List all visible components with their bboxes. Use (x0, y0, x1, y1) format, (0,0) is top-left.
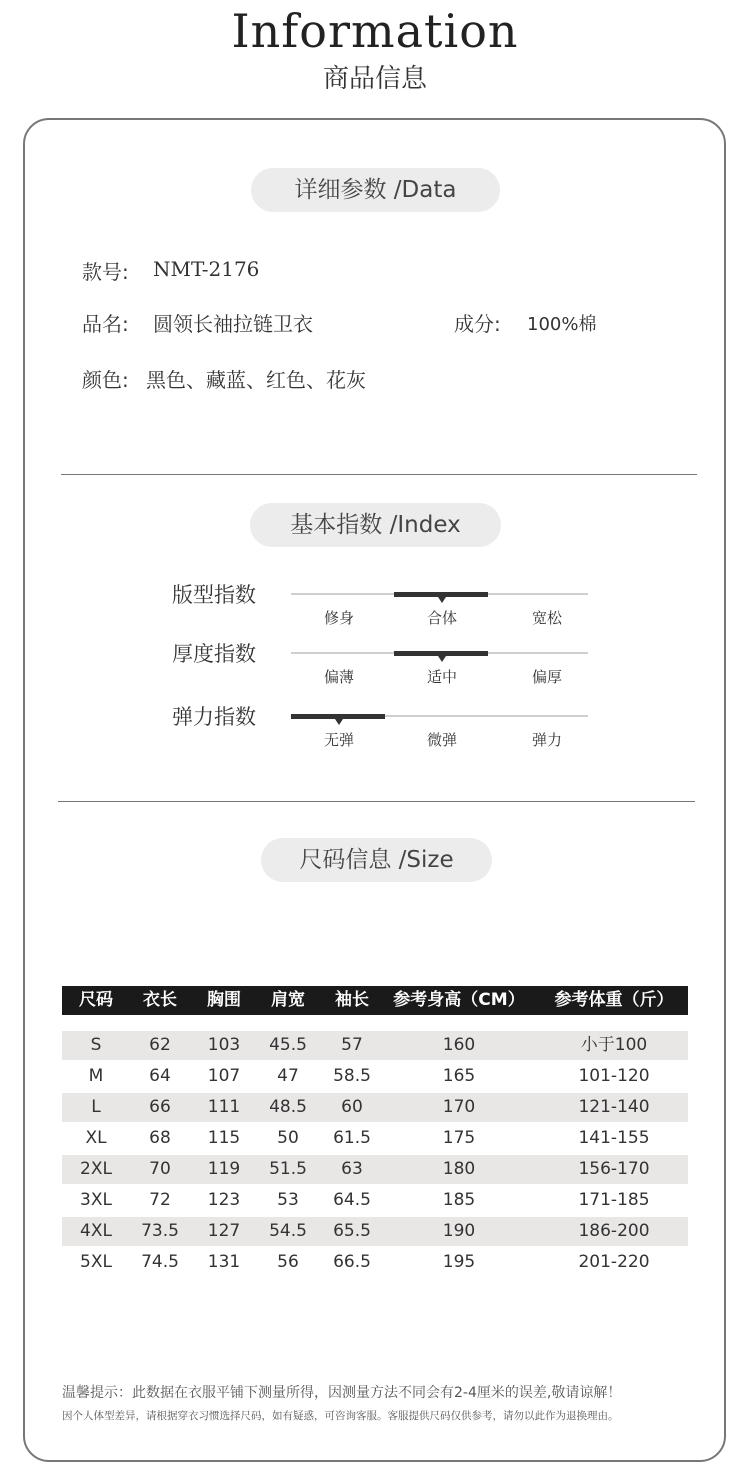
section-index-title-text: 基本指数 /Index (290, 512, 461, 538)
cell-sleeve: 60 (341, 1097, 363, 1117)
cell-weight: 121-140 (578, 1097, 650, 1117)
divider (58, 801, 695, 802)
cell-length: 62 (149, 1035, 171, 1055)
cell-chest: 127 (207, 1221, 241, 1241)
cell-shoulder: 56 (277, 1252, 299, 1272)
index-label: 厚度指数 (172, 642, 256, 666)
cell-height: 195 (442, 1252, 476, 1272)
material-label: 成分: (454, 312, 501, 336)
color-label: 颜色: (82, 368, 129, 392)
table-row (62, 1186, 688, 1215)
cell-length: 68 (149, 1128, 171, 1148)
cell-length: 73.5 (141, 1221, 179, 1241)
cell-size: 4XL (80, 1221, 112, 1241)
cell-sleeve: 66.5 (333, 1252, 371, 1272)
cell-chest: 119 (207, 1159, 241, 1179)
index-tick-label: 合体 (426, 609, 457, 627)
cell-height: 180 (442, 1159, 476, 1179)
cell-length: 70 (149, 1159, 171, 1179)
cell-height: 185 (442, 1190, 476, 1210)
cell-weight: 小于100 (580, 1035, 648, 1055)
index-tick-label: 弹力 (531, 731, 562, 749)
section-data-title-text: 详细参数 /Data (294, 177, 457, 203)
size-disclaimer: 因个人体型差异，请根据穿衣习惯选择尺码，如有疑惑，可咨询客服。客服提供尺码仅供参考，请勿以此作为退换理由。 (62, 1410, 619, 1422)
cell-chest: 123 (207, 1190, 241, 1210)
cell-height: 170 (442, 1097, 476, 1117)
column-header-sleeve: 袖长 (335, 990, 369, 1010)
cell-chest: 107 (207, 1066, 241, 1086)
cell-sleeve: 61.5 (333, 1128, 371, 1148)
cell-length: 64 (149, 1066, 171, 1086)
cell-weight: 171-185 (578, 1190, 650, 1210)
index-tick-label: 适中 (426, 668, 457, 686)
cell-size: L (91, 1097, 101, 1117)
cell-shoulder: 53 (277, 1190, 299, 1210)
size-table-header (62, 986, 688, 1015)
cell-size: 2XL (80, 1159, 112, 1179)
section-data-title (251, 168, 500, 212)
cell-height: 175 (442, 1128, 476, 1148)
cell-weight: 101-120 (578, 1066, 650, 1086)
cell-shoulder: 50 (277, 1128, 299, 1148)
color-value: 黑色、藏蓝、红色、花灰 (146, 368, 366, 392)
column-header-length: 衣长 (143, 990, 177, 1010)
cell-height: 165 (442, 1066, 476, 1086)
cell-weight: 186-200 (578, 1221, 650, 1241)
cell-shoulder: 48.5 (269, 1097, 307, 1117)
style-number-value: NMT-2176 (153, 257, 260, 281)
cell-sleeve: 63 (341, 1159, 363, 1179)
cell-length: 66 (149, 1097, 171, 1117)
page-title: Information (231, 4, 519, 58)
table-row (62, 1217, 688, 1246)
section-size-title (261, 838, 492, 882)
cell-sleeve: 65.5 (333, 1221, 371, 1241)
product-name-value: 圆领长袖拉链卫衣 (153, 312, 313, 336)
cell-chest: 115 (207, 1128, 241, 1148)
cell-size: 5XL (80, 1252, 112, 1272)
index-tick-label: 微弹 (426, 731, 457, 749)
index-pointer (438, 597, 446, 603)
cell-size: M (88, 1066, 104, 1086)
index-tick-label: 偏薄 (323, 668, 354, 686)
index-tick-label: 无弹 (323, 731, 354, 749)
cell-chest: 103 (207, 1035, 241, 1055)
cell-size: XL (85, 1128, 107, 1148)
style-number-label: 款号: (82, 260, 129, 284)
cell-length: 72 (149, 1190, 171, 1210)
cell-shoulder: 54.5 (269, 1221, 307, 1241)
table-row (62, 1062, 688, 1091)
index-tick-label: 偏厚 (531, 668, 562, 686)
column-header-size: 尺码 (79, 990, 113, 1010)
product-name-label: 品名: (82, 312, 129, 336)
page-subtitle: 商品信息 (322, 64, 427, 94)
cell-size: S (90, 1035, 102, 1055)
cell-sleeve: 64.5 (333, 1190, 371, 1210)
cell-chest: 131 (207, 1252, 241, 1272)
column-header-weight: 参考体重（斤） (554, 990, 674, 1010)
cell-chest: 111 (207, 1097, 241, 1117)
material-value: 100%棉 (527, 314, 597, 335)
index-tick-label: 宽松 (531, 609, 562, 627)
cell-weight: 156-170 (578, 1159, 650, 1179)
cell-sleeve: 58.5 (333, 1066, 371, 1086)
table-row (62, 1248, 688, 1277)
cell-shoulder: 51.5 (269, 1159, 307, 1179)
cell-height: 160 (442, 1035, 476, 1055)
divider (61, 474, 697, 475)
index-pointer (335, 719, 343, 725)
cell-weight: 141-155 (578, 1128, 650, 1148)
table-row (62, 1124, 688, 1153)
column-header-chest: 胸围 (207, 990, 241, 1010)
cell-weight: 201-220 (578, 1252, 650, 1272)
cell-height: 190 (442, 1221, 476, 1241)
column-header-height: 参考身高（CM） (393, 990, 525, 1010)
index-tick-label: 修身 (323, 609, 354, 627)
index-label: 弹力指数 (172, 705, 256, 729)
column-header-shoulder: 肩宽 (271, 990, 305, 1010)
table-row (62, 1031, 688, 1060)
cell-length: 74.5 (141, 1252, 179, 1272)
cell-sleeve: 57 (341, 1035, 363, 1055)
cell-shoulder: 47 (277, 1066, 299, 1086)
measurement-note: 温馨提示：此数据在衣服平铺下测量所得，因测量方法不同会有2-4厘米的误差,敬请谅解！ (62, 1385, 622, 1401)
index-label: 版型指数 (172, 583, 256, 607)
section-size-title-text: 尺码信息 /Size (299, 847, 454, 873)
cell-size: 3XL (80, 1190, 112, 1210)
section-index-title (250, 503, 501, 547)
table-row (62, 1155, 688, 1184)
index-pointer (438, 656, 446, 662)
table-row (62, 1093, 688, 1122)
cell-shoulder: 45.5 (269, 1035, 307, 1055)
